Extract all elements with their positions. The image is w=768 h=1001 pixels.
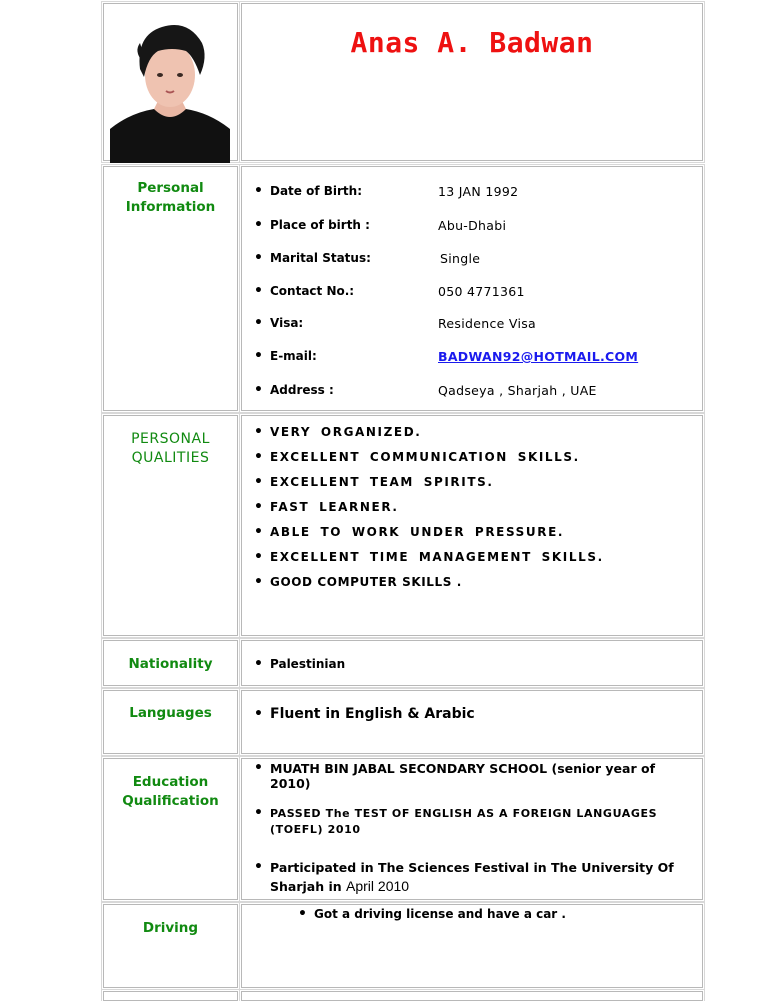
languages-item <box>254 706 698 722</box>
label-line: Qualification <box>122 793 219 809</box>
bullet-icon: • <box>254 382 263 398</box>
bullet-icon: • <box>254 706 263 722</box>
info-key: Marital Status: <box>270 251 371 265</box>
education-text: PASSED The TEST OF ENGLISH AS A FOREIGN LANGUAGES <box>270 807 658 820</box>
info-key: Address : <box>270 383 334 397</box>
info-row-place <box>254 217 698 233</box>
email-link[interactable]: BADWAN92@HOTMAIL.COM <box>438 349 639 364</box>
qualities-label-cell <box>103 415 238 636</box>
bullet-icon: • <box>254 549 265 565</box>
bullet-icon: • <box>254 348 263 364</box>
education-text: MUATH BIN JABAL SECONDARY SCHOOL (senior year of 2010) <box>270 761 656 791</box>
education-label-cell <box>103 758 238 900</box>
label-line: Personal <box>137 180 204 196</box>
bullet-icon: • <box>254 424 263 440</box>
quality-text: FAST LEARNER. <box>270 500 399 514</box>
name-cell <box>241 3 703 161</box>
driving-item <box>298 906 698 922</box>
nationality-label: Nationality <box>128 656 213 672</box>
bullet-icon: • <box>254 449 265 465</box>
quality-item <box>254 474 698 490</box>
label-line: QUALITIES <box>131 450 210 466</box>
bullet-icon: • <box>254 474 265 490</box>
languages-label: Languages <box>129 705 212 721</box>
quality-item <box>254 524 698 540</box>
info-value: Abu-Dhabi <box>438 218 507 233</box>
quality-item <box>254 449 698 465</box>
driving-cell <box>241 904 703 988</box>
next-row-right-cell <box>241 991 703 1001</box>
bullet-icon: • <box>254 217 263 233</box>
label-line: Education <box>132 774 209 790</box>
info-key: E-mail: <box>270 349 317 363</box>
candidate-name: Anas A. Badwan <box>350 26 594 59</box>
quality-text: EXCELLENT TEAM SPIRITS. <box>270 475 494 489</box>
quality-text: EXCELLENT COMMUNICATION SKILLS. <box>270 450 580 464</box>
education-item <box>254 859 698 875</box>
quality-item <box>254 574 698 590</box>
info-key: Contact No.: <box>270 284 355 298</box>
education-date: April 2010 <box>346 878 410 894</box>
label-line: PERSONAL <box>131 431 210 447</box>
info-row-dob <box>254 183 698 199</box>
bullet-icon: • <box>254 250 263 266</box>
nationality-cell <box>241 640 703 686</box>
info-row-contact <box>254 283 698 299</box>
languages-cell <box>241 690 703 754</box>
languages-label-cell <box>103 690 238 754</box>
info-value: Single <box>440 251 481 266</box>
quality-item <box>254 424 698 440</box>
label-line: Information <box>125 199 216 215</box>
personal-info-label <box>104 179 237 217</box>
personal-info-cell <box>241 166 703 411</box>
bullet-icon: • <box>254 183 263 199</box>
education-cell <box>241 758 703 900</box>
quality-item <box>254 499 698 515</box>
info-key: Visa: <box>270 316 304 330</box>
quality-text: VERY ORGANIZED. <box>270 425 422 439</box>
bullet-icon: • <box>254 656 263 672</box>
education-text: Sharjah in <box>270 879 342 894</box>
info-key: Date of Birth: <box>270 184 363 198</box>
personal-info-label-cell <box>103 166 238 411</box>
qualities-label <box>104 430 237 468</box>
bullet-icon: • <box>254 499 265 515</box>
education-label <box>104 773 237 811</box>
languages-value: Fluent in English & Arabic <box>270 706 475 722</box>
bullet-icon: • <box>254 315 263 331</box>
info-row-visa <box>254 315 698 331</box>
info-key: Place of birth : <box>270 218 370 232</box>
info-row-marital <box>254 250 698 266</box>
quality-text: ABLE TO WORK UNDER PRESSURE. <box>270 525 565 539</box>
info-value: Qadseya , Sharjah , UAE <box>438 383 597 398</box>
info-row-address <box>254 382 698 398</box>
bullet-icon: • <box>254 760 263 776</box>
education-item <box>254 760 698 791</box>
bullet-icon: • <box>254 805 264 821</box>
driving-label: Driving <box>142 920 199 936</box>
next-row-left-cell <box>103 991 238 1001</box>
quality-text: GOOD COMPUTER SKILLS . <box>270 575 462 589</box>
photo-cell <box>103 3 238 161</box>
bullet-icon: • <box>298 906 307 922</box>
education-text: Participated in The Sciences Festival in The University Of <box>270 860 674 875</box>
nationality-value: Palestinian <box>270 657 346 671</box>
bullet-icon: • <box>254 574 264 590</box>
info-value: 050 4771361 <box>438 284 525 299</box>
info-value: 13 JAN 1992 <box>438 184 519 199</box>
nationality-label-cell <box>103 640 238 686</box>
driving-label-cell <box>103 904 238 988</box>
driving-value: Got a driving license and have a car . <box>314 907 566 921</box>
quality-item <box>254 549 698 565</box>
education-item <box>254 805 698 821</box>
info-row-email <box>254 348 698 364</box>
nationality-item <box>254 656 698 672</box>
profile-photo <box>110 17 230 163</box>
education-item-cont <box>270 879 698 894</box>
bullet-icon: • <box>254 859 263 875</box>
bullet-icon: • <box>254 283 263 299</box>
qualities-cell <box>241 415 703 636</box>
info-value: Residence Visa <box>438 316 537 331</box>
education-item-cont <box>270 822 698 837</box>
quality-text: EXCELLENT TIME MANAGEMENT SKILLS. <box>270 550 604 564</box>
bullet-icon: • <box>254 524 265 540</box>
education-text: (TOEFL) 2010 <box>270 823 361 836</box>
